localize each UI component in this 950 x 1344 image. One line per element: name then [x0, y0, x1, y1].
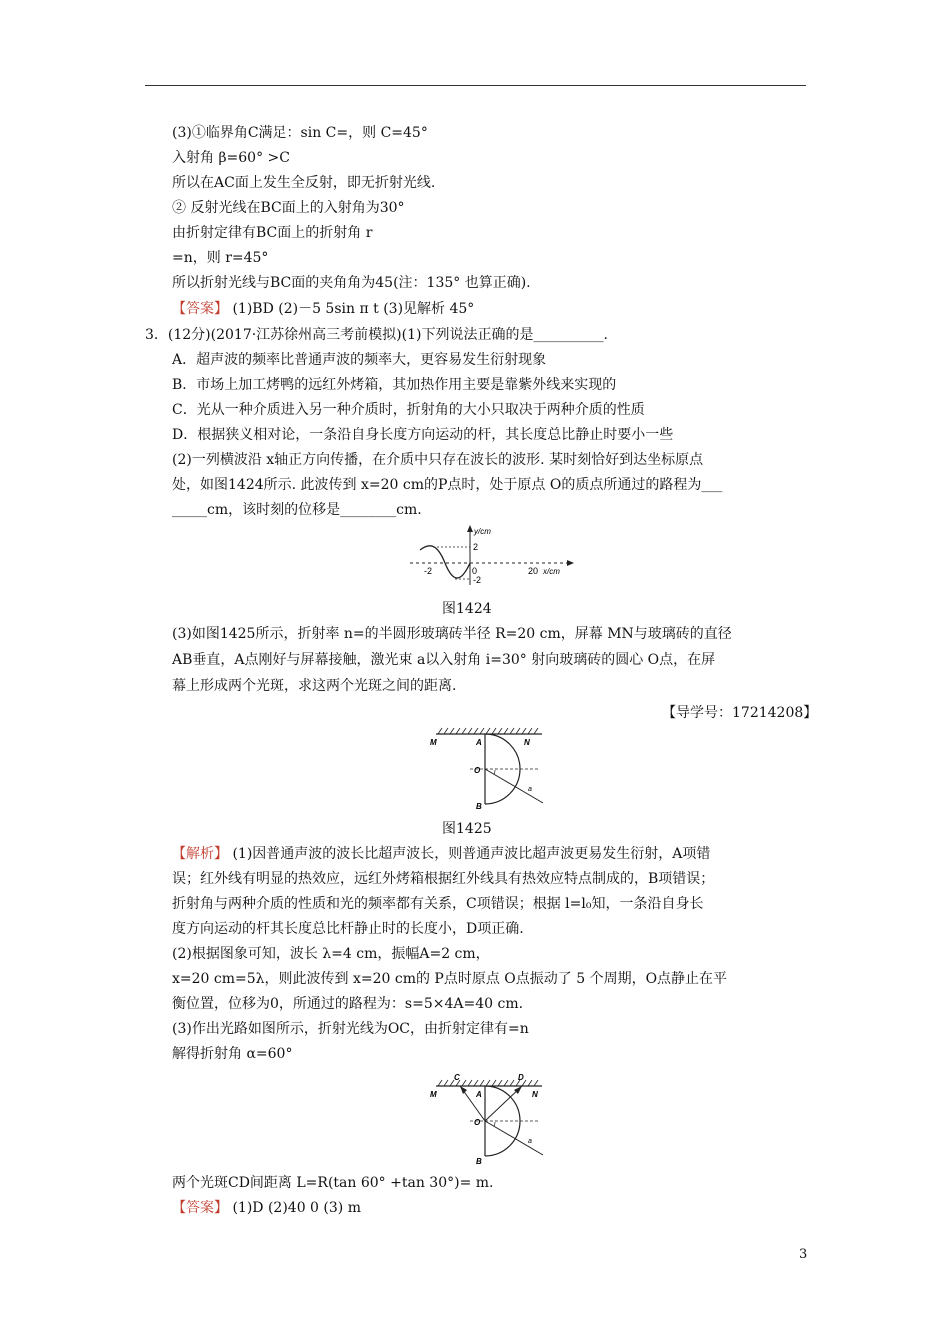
guide-number: 【导学号：17214208】 — [662, 705, 818, 721]
text-line: 幕上形成两个光斑，求这两个光斑之间的距离. — [172, 678, 457, 694]
text-line: (3)①临界角C满足：sin C=，则 C=45° — [172, 125, 428, 141]
x-axis-arrow — [567, 560, 574, 566]
text-line: 处，如图1424所示. 此波传到 x=20 cm的P点时，处于原点 O的质点所通过的路程为___ — [172, 477, 723, 493]
text-line: 所以在AC面上发生全反射，即无折射光线. — [172, 175, 436, 191]
text-line: 所以折射光线与BC面的夹角角为45(注：135° 也算正确). — [172, 275, 531, 291]
ray-arrow — [460, 1086, 467, 1094]
text-line: 两个光斑CD间距离 L=R(tan 60° +tan 30°)= m. — [172, 1175, 494, 1191]
text-line: 误；红外线有明显的热效应，远红外烤箱根据红外线具有热效应特点制成的，B项错误； — [172, 871, 715, 887]
answer-label: 【答案】 — [172, 1200, 228, 1216]
label-i: i — [494, 769, 496, 776]
header-rule — [145, 85, 806, 86]
answer-label: 【答案】 — [172, 301, 228, 317]
text-line: =n，则 r=45° — [172, 250, 269, 266]
label-beam-a: a — [528, 1138, 532, 1145]
label-b: B — [476, 802, 482, 811]
solution-label: 【解析】 — [172, 846, 228, 862]
text-line: 衡位置，位移为0，所通过的路程为：s=5×4A=40 cm. — [172, 996, 524, 1012]
figure-caption: 图1424 — [442, 601, 492, 617]
text-line: 折射角与两种介质的性质和光的频率都有关系，C项错误；根据 l=l₀知，一条沿自身长 — [172, 896, 704, 912]
label-n: N — [532, 1090, 538, 1099]
answer-line — [172, 300, 474, 318]
label-m: M — [430, 738, 437, 747]
label-o: O — [474, 766, 481, 775]
label-b: B — [476, 1157, 482, 1166]
origin-label: 0 — [472, 566, 478, 576]
text-line: (2)一列横波沿 x轴正方向传播，在介质中只存在波长的波形. 某时刻恰好到达坐标原点 — [172, 452, 704, 468]
y-axis-arrow — [467, 525, 473, 532]
option-a: A．超声波的频率比普通声波的频率大，更容易发生衍射现象 — [172, 352, 547, 368]
label-n: N — [524, 738, 530, 747]
question-heading: 3．(12分)(2017·江苏徐州高三考前模拟)(1)下列说法正确的是__________. — [145, 327, 608, 343]
label-m: M — [430, 1090, 437, 1099]
x-axis-label: x/cm — [543, 567, 560, 576]
text-line: _____cm，该时刻的位移是________cm. — [172, 502, 422, 518]
label-i: i — [494, 1121, 496, 1128]
text-line: (3)作出光路如图所示，折射光线为OC，由折射定律有=n — [172, 1021, 529, 1037]
text-line: x=20 cm=5λ，则此波传到 x=20 cm的 P点时原点 O点振动了 5 个周期，O点静止在平 — [172, 971, 728, 987]
text-line: ② 反射光线在BC面上的入射角为30° — [172, 200, 405, 216]
text-line: AB垂直，A点刚好与屏幕接触，激光束 a以入射角 i=30° 射向玻璃砖的圆心 O点，在屏 — [172, 652, 716, 668]
glass-brick-figure — [430, 727, 550, 815]
option-b: B．市场上加工烤鸭的远红外烤箱，其加热作用主要是靠紫外线来实现的 — [172, 377, 617, 393]
label-d: D — [518, 1073, 524, 1082]
text-line: 度方向运动的杆其长度总比杆静止时的长度小，D项正确. — [172, 921, 524, 937]
text-line: 由折射定律有BC面上的折射角 r — [172, 225, 373, 241]
label-o: O — [474, 1118, 481, 1127]
figure-caption: 图1425 — [442, 821, 492, 837]
screen-hatching — [438, 728, 538, 734]
tick-label: 2 — [473, 542, 479, 552]
page-number: 3 — [799, 1247, 808, 1262]
label-a: A — [476, 1090, 482, 1099]
tick-label: -2 — [424, 566, 433, 576]
text-line: (2)根据图象可知，波长 λ=4 cm，振幅A=2 cm， — [172, 946, 490, 962]
label-a: A — [476, 738, 482, 747]
answer-text: (1)BD (2)－5 5sin π t (3)见解析 45° — [228, 301, 475, 317]
tick-label: -2 — [473, 575, 482, 585]
wave-figure — [405, 525, 575, 587]
light-path-figure — [430, 1071, 550, 1167]
text-line: (3)如图1425所示，折射率 n=的半圆形玻璃砖半径 R=20 cm，屏幕 MN与玻璃砖的直径 — [172, 626, 732, 642]
answer-text: (1)D (2)40 0 (3) m — [228, 1200, 361, 1216]
option-d: D．根据狭义相对论，一条沿自身长度方向运动的杆，其长度总比静止时要小一些 — [172, 427, 674, 443]
y-axis-label: y/cm — [474, 527, 491, 536]
tick-label: 20 — [528, 566, 539, 576]
label-c: C — [454, 1073, 460, 1082]
solution-line — [172, 845, 710, 863]
text-line: 解得折射角 α=60° — [172, 1046, 293, 1062]
option-c: C．光从一种介质进入另一种介质时，折射角的大小只取决于两种介质的性质 — [172, 402, 645, 418]
text-line: 入射角 β=60° >C — [172, 150, 290, 166]
answer-line — [172, 1199, 361, 1217]
solution-text: (1)因普通声波的波长比超声波长，则普通声波比超声波更易发生衍射，A项错 — [228, 846, 711, 862]
label-beam-a: a — [528, 786, 532, 793]
